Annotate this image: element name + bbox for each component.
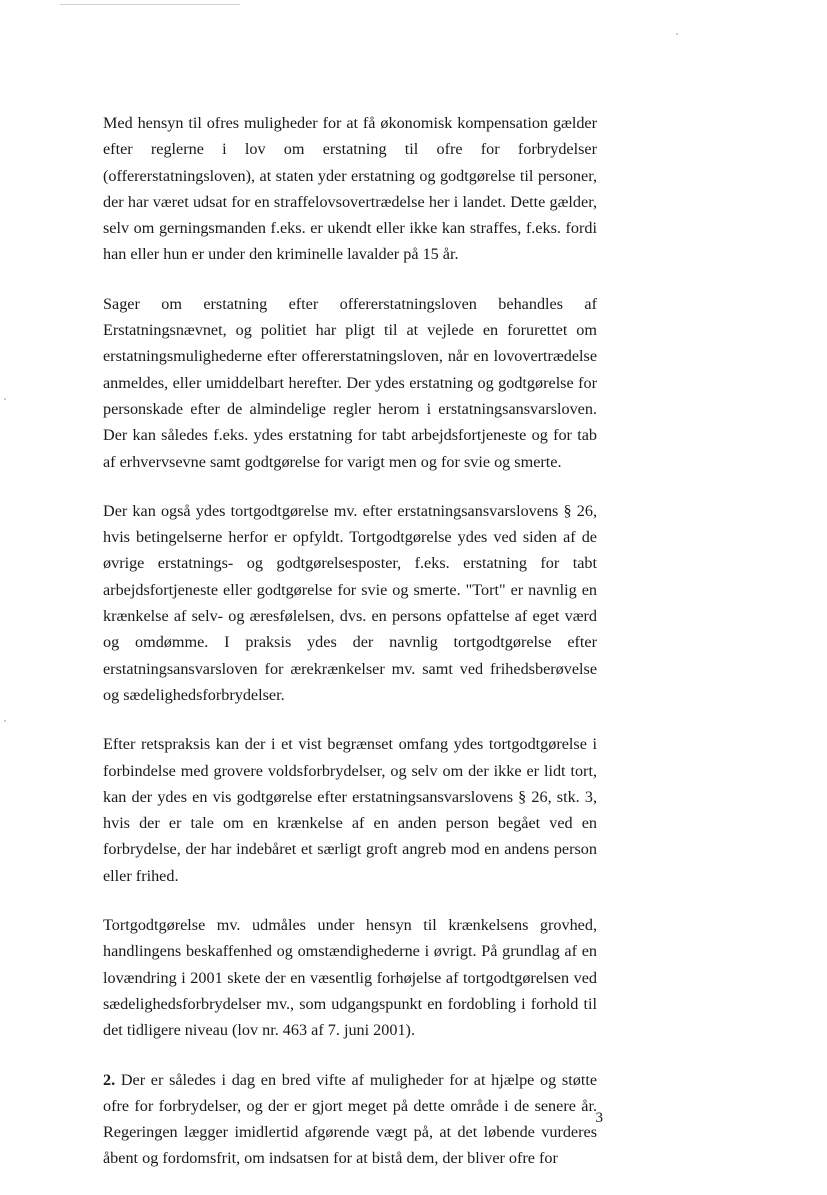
paragraph: Efter retspraksis kan der i et vist begrænset omfang ydes tortgodtgørelse i forbindelse med grovere voldsforbrydelser, og selv om der ikke er lidt tort, kan der ydes en vis godtgørelse efter erstatningsansvarslovens § 26, stk. 3, hvis der er tale om en krænkelse af en anden person begået ved en forbrydelse, der har indebåret et særligt groft angreb mod en andens person eller frihed.: [103, 735, 597, 885]
scan-artifact: [4, 398, 6, 400]
paragraph-number: 2.: [103, 1070, 116, 1089]
body-text: [103, 110, 597, 1195]
scan-artifact: [4, 720, 6, 722]
paragraph: Tortgodtgørelse mv. udmåles under hensyn til krænkelsens grovhed, handlingens beskaffenhed og omstændighederne i øvrigt. På grundlag af en lovændring i 2001 skete der en væsentlig forhøjelse af tortgodtgørelsen ved sædelighedsforbrydelser mv., som udgangspunkt en fordobling i forhold til det tidligere niveau (lov nr. 463 af 7. juni 2001).: [103, 916, 597, 1040]
scan-artifact: [676, 33, 678, 35]
paragraph: Sager om erstatning efter offererstatningsloven behandles af Erstatningsnævnet, og politiet har pligt til at vejlede en forurettet om erstatningsmulighederne efter offererstatningsloven, når en lovovertrædelse anmeldes, eller umiddelbart herefter. Der ydes erstatning og godtgørelse for personskade efter de almindelige regler herom i erstatningsansvarsloven. Der kan således f.eks. ydes erstatning for tabt arbejdsfortjeneste og for tab af erhvervsevne samt godtgørelse for varigt men og for svie og smerte.: [103, 294, 597, 471]
paragraph: Der kan også ydes tortgodtgørelse mv. efter erstatningsansvarslovens § 26, hvis betingelserne herfor er opfyldt. Tortgodtgørelse ydes ved siden af de øvrige erstatnings- og godtgørelsesposter, f.eks. erstatning for tabt arbejdsfortjeneste eller godtgørelse for svie og smerte. "Tort" er navnlig en krænkelse af selv- og æresfølelsen, dvs. en persons opfattelse af eget værd og omdømme. I praksis ydes der navnlig tortgodtgørelse efter erstatningsansvarsloven for ærekrænkelser mv. samt ved frihedsberøvelse og sædelighedsforbrydelser.: [103, 501, 597, 704]
scan-artifact: [60, 4, 240, 5]
paragraph-text: Der er således i dag en bred vifte af muligheder for at hjælpe og støtte ofre for forbrydelser, og der er gjort meget på dette område i de senere år. Regeringen lægger imidlertid afgørende vægt på, at det løbende vurderes åbent og fordomsfrit, om indsatsen for at bistå dem, der bliver ofre for: [103, 1070, 597, 1168]
paragraph: Med hensyn til ofres muligheder for at få økonomisk kompensation gælder efter reglerne i lov om erstatning til ofre for forbrydelser (offererstatningsloven), at staten yder erstatning og godtgørelse til personer, der har været udsat for en straffelovsovertrædelse her i landet. Dette gælder, selv om gerningsmanden f.eks. er ukendt eller ikke kan straffes, f.eks. fordi han eller hun er under den kriminelle lavalder på 15 år.: [103, 114, 597, 264]
paragraph-numbered: [103, 1067, 597, 1172]
page-number: 3: [595, 1110, 603, 1126]
